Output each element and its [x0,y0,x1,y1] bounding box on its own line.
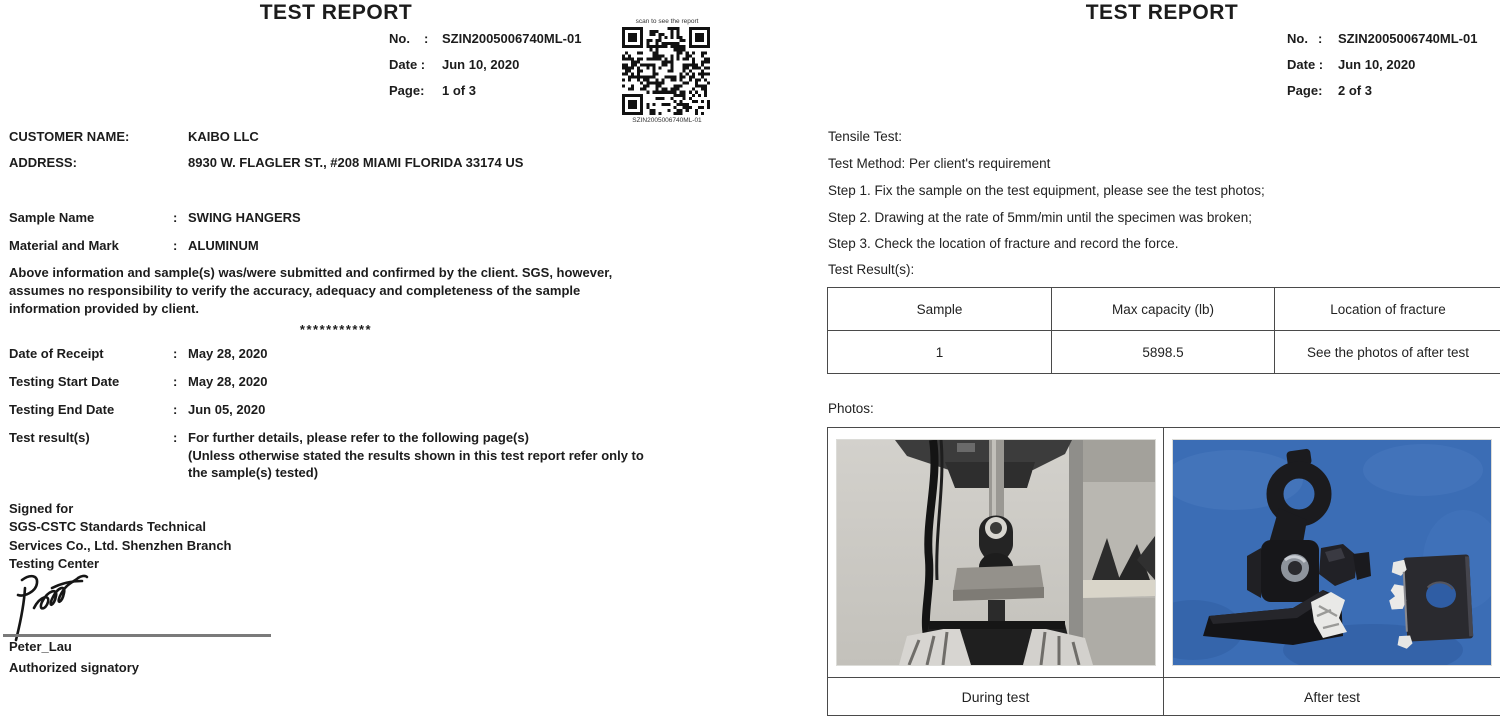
report-page-value: 2 of 3 [1338,83,1372,98]
step-line: Step 2. Drawing at the rate of 5mm/min until the specimen was broken; [828,210,1252,225]
report-date-label: Date : [389,57,426,72]
date-of-receipt-label: Date of Receipt [9,346,104,361]
customer-name-label: CUSTOMER NAME: [9,129,130,144]
report-page-label: Page: [389,83,425,98]
report-date-value: Jun 10, 2020 [442,57,520,72]
test-results-line: the sample(s) tested) [188,465,319,480]
photo-captions-row [828,678,1500,716]
col-location: Location of fracture [1275,288,1500,331]
report-no-label: No. [389,31,410,46]
tensile-test-heading: Tensile Test: [828,129,903,144]
photos-row [828,428,1500,678]
org-line: Services Co., Ltd. Shenzhen Branch [9,538,232,553]
photo-cell-during [828,428,1164,678]
test-results-line: For further details, please refer to the following page(s) [188,430,529,445]
step-line: Step 1. Fix the sample on the test equipment, please see the test photos; [828,183,1265,198]
report-no-value: SZIN2005006740ML-01 [1338,31,1478,46]
colon: : [173,346,178,361]
photos-table [827,427,1500,716]
step-line: Step 3. Check the location of fracture and record the force. [828,236,1179,251]
org-line: SGS-CSTC Standards Technical [9,519,206,534]
qr-bottom-caption: SZIN2005006740ML-01 [632,117,702,124]
col-max-capacity: Max capacity (lb) [1052,288,1275,331]
address-value: 8930 W. FLAGLER ST., #208 MIAMI FLORIDA 33174 US [188,155,524,170]
address-label: ADDRESS: [9,155,77,170]
signature-line [3,634,271,637]
colon: : [173,210,178,225]
photo-cell-after [1164,428,1500,678]
report-no-label: No. [1287,31,1308,46]
sample-name-value: SWING HANGERS [188,210,301,225]
signed-for-label: Signed for [9,501,74,516]
report-page-value: 1 of 3 [442,83,476,98]
disclaimer-line: Above information and sample(s) was/were submitted and confirmed by the client. SGS, however, [9,265,613,280]
colon: : [173,430,178,445]
page-title: TEST REPORT [259,1,413,24]
colon: : [424,31,429,46]
colon: : [173,238,178,253]
colon: : [1318,31,1323,46]
customer-name-value: KAIBO LLC [188,129,259,144]
page-title: TEST REPORT [1085,1,1239,24]
results-data-row [828,331,1500,374]
colon: : [173,402,178,417]
cell-sample: 1 [828,331,1052,374]
cell-max-capacity: 5898.5 [1052,331,1275,374]
disclaimer-line: assumes no responsibility to verify the accuracy, adequacy and completeness of the sample [9,283,581,298]
test-results-label: Test result(s) [9,430,90,445]
disclaimer-line: information provided by client. [9,301,199,316]
during-test-photo [836,439,1156,666]
testing-end-date-label: Testing End Date [9,402,115,417]
page-right [750,0,1500,723]
testing-end-date-value: Jun 05, 2020 [188,402,266,417]
testing-start-date-label: Testing Start Date [9,374,120,389]
qr-top-caption: scan to see the report [635,18,699,25]
report-date-label: Date : [1287,57,1324,72]
col-sample: Sample [828,288,1052,331]
testing-start-date-value: May 28, 2020 [188,374,268,389]
date-of-receipt-value: May 28, 2020 [188,346,268,361]
signer-title: Authorized signatory [9,660,140,675]
report-no-value: SZIN2005006740ML-01 [442,31,582,46]
results-header-row [828,288,1500,331]
asterisk-separator: *********** [299,322,373,337]
material-label: Material and Mark [9,238,119,253]
sample-name-label: Sample Name [9,210,95,225]
caption-after-test: After test [1164,678,1500,716]
qr-code [622,27,710,115]
test-results-line: (Unless otherwise stated the results shown in this test report refer only to [188,448,644,463]
report-page-label: Page: [1287,83,1323,98]
results-table [827,287,1500,374]
org-line: Testing Center [9,556,100,571]
test-results-heading: Test Result(s): [828,262,915,277]
caption-during-test: During test [828,678,1164,716]
report-date-value: Jun 10, 2020 [1338,57,1416,72]
handwritten-signature [4,566,144,644]
colon: : [173,374,178,389]
after-test-photo [1172,439,1492,666]
photos-heading: Photos: [828,401,874,416]
material-value: ALUMINUM [188,238,259,253]
cell-location: See the photos of after test [1275,331,1500,374]
test-method-line: Test Method: Per client's requirement [828,156,1051,171]
signer-name: Peter_Lau [9,639,72,654]
